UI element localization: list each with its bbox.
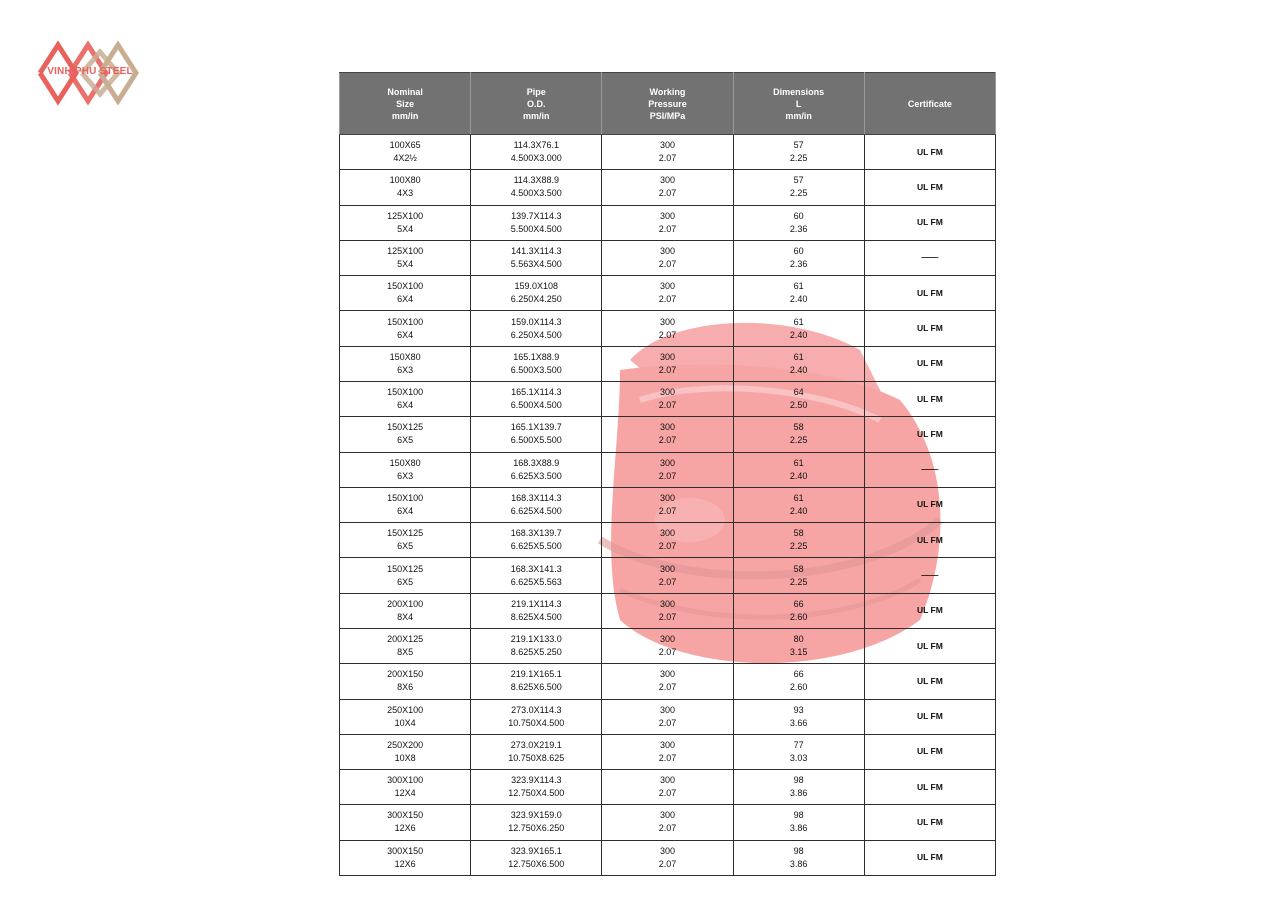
working-pressure-cell: 300 2.07	[602, 452, 733, 487]
certificate-cell: UL FM	[864, 417, 995, 452]
certificate-cell: UL FM	[864, 840, 995, 875]
nominal-size-cell: 150X125 6X5	[340, 558, 471, 593]
certificate-cell: UL FM	[864, 628, 995, 663]
certificate-cell: UL FM	[864, 205, 995, 240]
nominal-size-cell: 300X150 12X6	[340, 805, 471, 840]
pipe-od-cell: 168.3X139.7 6.625X5.500	[471, 523, 602, 558]
working-pressure-cell: 300 2.07	[602, 276, 733, 311]
table-row	[340, 487, 996, 522]
nominal-size-cell: 100X80 4X3	[340, 170, 471, 205]
pipe-od-cell: 159.0X114.3 6.250X4.500	[471, 311, 602, 346]
logo-text: VINH PHU STEEL	[47, 66, 133, 77]
working-pressure-cell: 300 2.07	[602, 593, 733, 628]
certificate-cell: UL FM	[864, 135, 995, 170]
table-row	[340, 452, 996, 487]
nominal-size-cell: 250X100 10X4	[340, 699, 471, 734]
dimensions-cell: 77 3.03	[733, 734, 864, 769]
table-row	[340, 699, 996, 734]
nominal-size-cell: 200X100 8X4	[340, 593, 471, 628]
certificate-cell: ——	[864, 558, 995, 593]
table-row	[340, 734, 996, 769]
working-pressure-cell: 300 2.07	[602, 523, 733, 558]
dimensions-cell: 60 2.36	[733, 240, 864, 275]
certificate-cell: ——	[864, 452, 995, 487]
dimensions-cell: 60 2.36	[733, 205, 864, 240]
dimensions-cell: 61 2.40	[733, 311, 864, 346]
pipe-od-cell: 165.1X139.7 6.500X5.500	[471, 417, 602, 452]
pipe-od-cell: 168.3X88.9 6.625X3.500	[471, 452, 602, 487]
working-pressure-cell: 300 2.07	[602, 487, 733, 522]
dimensions-cell: 58 2.25	[733, 558, 864, 593]
working-pressure-cell: 300 2.07	[602, 805, 733, 840]
working-pressure-cell: 300 2.07	[602, 699, 733, 734]
pipe-od-cell: 323.9X159.0 12.750X6.250	[471, 805, 602, 840]
pipe-od-cell: 273.0X219.1 10.750X8.625	[471, 734, 602, 769]
working-pressure-cell: 300 2.07	[602, 840, 733, 875]
working-pressure-cell: 300 2.07	[602, 170, 733, 205]
table-row	[340, 311, 996, 346]
nominal-size-cell: 250X200 10X8	[340, 734, 471, 769]
certificate-cell: UL FM	[864, 487, 995, 522]
pipe-od-cell: 219.1X133.0 8.625X5.250	[471, 628, 602, 663]
nominal-size-cell: 125X100 5X4	[340, 240, 471, 275]
working-pressure-cell: 300 2.07	[602, 311, 733, 346]
table-row	[340, 664, 996, 699]
working-pressure-cell: 300 2.07	[602, 135, 733, 170]
pipe-od-cell: 139.7X114.3 5.500X4.500	[471, 205, 602, 240]
certificate-cell: UL FM	[864, 276, 995, 311]
pipe-od-cell: 168.3X114.3 6.625X4.500	[471, 487, 602, 522]
pipe-od-cell: 114.3X88.9 4.500X3.500	[471, 170, 602, 205]
pipe-od-cell: 273.0X114.3 10.750X4.500	[471, 699, 602, 734]
nominal-size-cell: 150X100 6X4	[340, 487, 471, 522]
dimensions-cell: 98 3.86	[733, 805, 864, 840]
table-body	[340, 135, 996, 876]
pipe-od-cell: 219.1X114.3 8.625X4.500	[471, 593, 602, 628]
certificate-cell: UL FM	[864, 770, 995, 805]
table-row	[340, 417, 996, 452]
nominal-size-cell: 100X65 4X2½	[340, 135, 471, 170]
pipe-od-cell: 159.0X108 6.250X4.250	[471, 276, 602, 311]
certificate-cell: UL FM	[864, 734, 995, 769]
certificate-cell: UL FM	[864, 593, 995, 628]
table-row	[340, 593, 996, 628]
nominal-size-cell: 150X100 6X4	[340, 276, 471, 311]
table-row	[340, 276, 996, 311]
pipe-od-cell: 219.1X165.1 8.625X6.500	[471, 664, 602, 699]
dimensions-cell: 61 2.40	[733, 346, 864, 381]
working-pressure-cell: 300 2.07	[602, 417, 733, 452]
certificate-cell: UL FM	[864, 346, 995, 381]
dimensions-cell: 61 2.40	[733, 487, 864, 522]
pipe-od-cell: 168.3X141.3 6.625X5.563	[471, 558, 602, 593]
certificate-cell: UL FM	[864, 523, 995, 558]
working-pressure-cell: 300 2.07	[602, 205, 733, 240]
table-row	[340, 805, 996, 840]
dimensions-cell: 58 2.25	[733, 417, 864, 452]
dimensions-cell: 66 2.60	[733, 593, 864, 628]
working-pressure-cell: 300 2.07	[602, 734, 733, 769]
certificate-cell: ——	[864, 240, 995, 275]
working-pressure-cell: 300 2.07	[602, 664, 733, 699]
working-pressure-cell: 300 2.07	[602, 240, 733, 275]
table-row	[340, 346, 996, 381]
certificate-cell: UL FM	[864, 805, 995, 840]
nominal-size-cell: 200X125 8X5	[340, 628, 471, 663]
working-pressure-cell: 300 2.07	[602, 558, 733, 593]
working-pressure-cell: 300 2.07	[602, 381, 733, 416]
nominal-size-cell: 150X80 6X3	[340, 346, 471, 381]
table-row	[340, 170, 996, 205]
pipe-od-cell: 323.9X165.1 12.750X6.500	[471, 840, 602, 875]
dimensions-cell: 61 2.40	[733, 276, 864, 311]
table-row	[340, 381, 996, 416]
dimensions-cell: 98 3.86	[733, 840, 864, 875]
nominal-size-cell: 300X100 12X4	[340, 770, 471, 805]
dimensions-cell: 58 2.25	[733, 523, 864, 558]
header-dimensions: Dimensions L mm/in	[733, 73, 864, 135]
nominal-size-cell: 150X125 6X5	[340, 523, 471, 558]
nominal-size-cell: 150X100 6X4	[340, 311, 471, 346]
nominal-size-cell: 200X150 8X6	[340, 664, 471, 699]
dimensions-cell: 80 3.15	[733, 628, 864, 663]
certificate-cell: UL FM	[864, 170, 995, 205]
table-row	[340, 240, 996, 275]
dimensions-cell: 93 3.66	[733, 699, 864, 734]
header-pipe-od: Pipe O.D. mm/in	[471, 73, 602, 135]
table-row	[340, 523, 996, 558]
table-row	[340, 628, 996, 663]
pipe-od-cell: 323.9X114.3 12.750X4.500	[471, 770, 602, 805]
certificate-cell: UL FM	[864, 664, 995, 699]
table-row	[340, 135, 996, 170]
working-pressure-cell: 300 2.07	[602, 346, 733, 381]
dimensions-cell: 98 3.86	[733, 770, 864, 805]
table-row	[340, 770, 996, 805]
working-pressure-cell: 300 2.07	[602, 628, 733, 663]
nominal-size-cell: 150X80 6X3	[340, 452, 471, 487]
pipe-od-cell: 141.3X114.3 5.563X4.500	[471, 240, 602, 275]
header-working-pressure: Working Pressure PSI/MPa	[602, 73, 733, 135]
nominal-size-cell: 150X125 6X5	[340, 417, 471, 452]
company-logo	[36, 40, 144, 106]
table-row	[340, 840, 996, 875]
dimensions-cell: 66 2.60	[733, 664, 864, 699]
nominal-size-cell: 150X100 6X4	[340, 381, 471, 416]
certificate-cell: UL FM	[864, 381, 995, 416]
table-row	[340, 558, 996, 593]
certificate-cell: UL FM	[864, 311, 995, 346]
table-row	[340, 205, 996, 240]
pipe-od-cell: 114.3X76.1 4.500X3.000	[471, 135, 602, 170]
dimensions-cell: 57 2.25	[733, 170, 864, 205]
table-header-row	[340, 73, 996, 135]
certificate-cell: UL FM	[864, 699, 995, 734]
specification-table	[339, 72, 996, 876]
nominal-size-cell: 300X150 12X6	[340, 840, 471, 875]
pipe-od-cell: 165.1X88.9 6.500X3.500	[471, 346, 602, 381]
header-nominal-size: Nominal Size mm/in	[340, 73, 471, 135]
dimensions-cell: 61 2.40	[733, 452, 864, 487]
header-certificate: Certificate	[864, 73, 995, 135]
nominal-size-cell: 125X100 5X4	[340, 205, 471, 240]
dimensions-cell: 57 2.25	[733, 135, 864, 170]
pipe-od-cell: 165.1X114.3 6.500X4.500	[471, 381, 602, 416]
working-pressure-cell: 300 2.07	[602, 770, 733, 805]
dimensions-cell: 64 2.50	[733, 381, 864, 416]
